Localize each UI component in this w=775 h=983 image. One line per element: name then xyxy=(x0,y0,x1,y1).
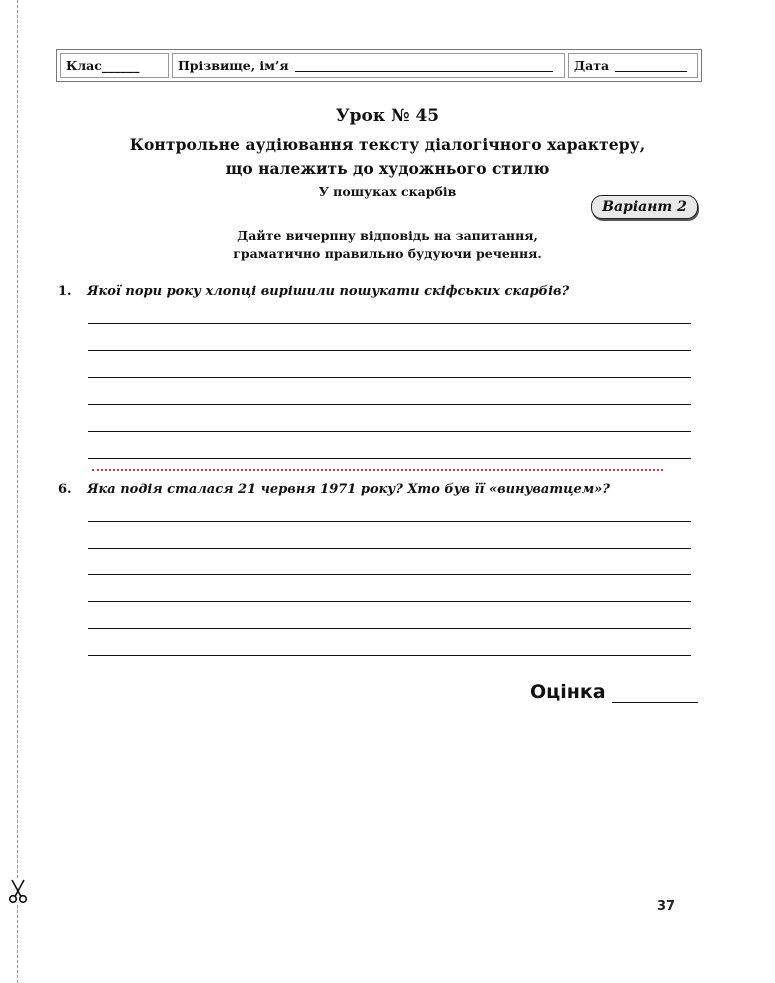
section-separator xyxy=(92,469,663,471)
answer-line[interactable] xyxy=(88,628,691,629)
answer-line[interactable] xyxy=(88,377,691,378)
answer-line[interactable] xyxy=(88,601,691,602)
answer-line[interactable] xyxy=(88,350,691,351)
answer-line[interactable] xyxy=(88,404,691,405)
answer-line[interactable] xyxy=(88,431,691,432)
answer-line[interactable] xyxy=(88,655,691,656)
answer-line[interactable] xyxy=(88,574,691,575)
grade-label: Оцінка xyxy=(530,681,606,703)
question-text: Якої пори року хлопці вирішили пошукати скіфських скарбів? xyxy=(87,284,570,299)
name-label: Прізвище, ім’я xyxy=(178,58,289,73)
lesson-subtitle: У пошуках скарбів xyxy=(318,184,457,199)
lesson-number: Урок № 45 xyxy=(335,106,440,126)
instruction-line2: граматично правильно будуючи речення. xyxy=(233,246,542,261)
name-blank xyxy=(295,59,553,72)
class-label: Клас______ xyxy=(66,58,140,73)
date-blank xyxy=(615,59,687,72)
name-field[interactable] xyxy=(172,53,565,78)
answer-line[interactable] xyxy=(88,458,691,459)
student-info-table xyxy=(56,49,702,82)
scissors-icon xyxy=(8,878,28,904)
page-number: 37 xyxy=(657,899,676,914)
date-label: Дата xyxy=(574,58,610,73)
date-field[interactable] xyxy=(568,53,698,78)
lesson-title-line1: Контрольне аудіювання тексту діалогічного характеру, xyxy=(129,135,646,154)
lesson-title-line2: що належить до художнього стилю xyxy=(225,159,550,178)
class-field[interactable] xyxy=(60,53,169,78)
question-text: Яка подія сталася 21 червня 1971 року? Хто був її «винуватцем»? xyxy=(87,482,610,497)
grade-blank xyxy=(612,682,698,703)
question-number: 6. xyxy=(58,482,72,497)
instruction-line1: Дайте вичерпну відповідь на запитання, xyxy=(237,228,538,243)
answer-line[interactable] xyxy=(88,323,691,324)
answer-line[interactable] xyxy=(88,548,691,549)
answer-line[interactable] xyxy=(88,521,691,522)
variant-badge: Варіант 2 xyxy=(591,195,698,219)
question-number: 1. xyxy=(58,284,72,299)
grade-field[interactable] xyxy=(530,681,698,703)
